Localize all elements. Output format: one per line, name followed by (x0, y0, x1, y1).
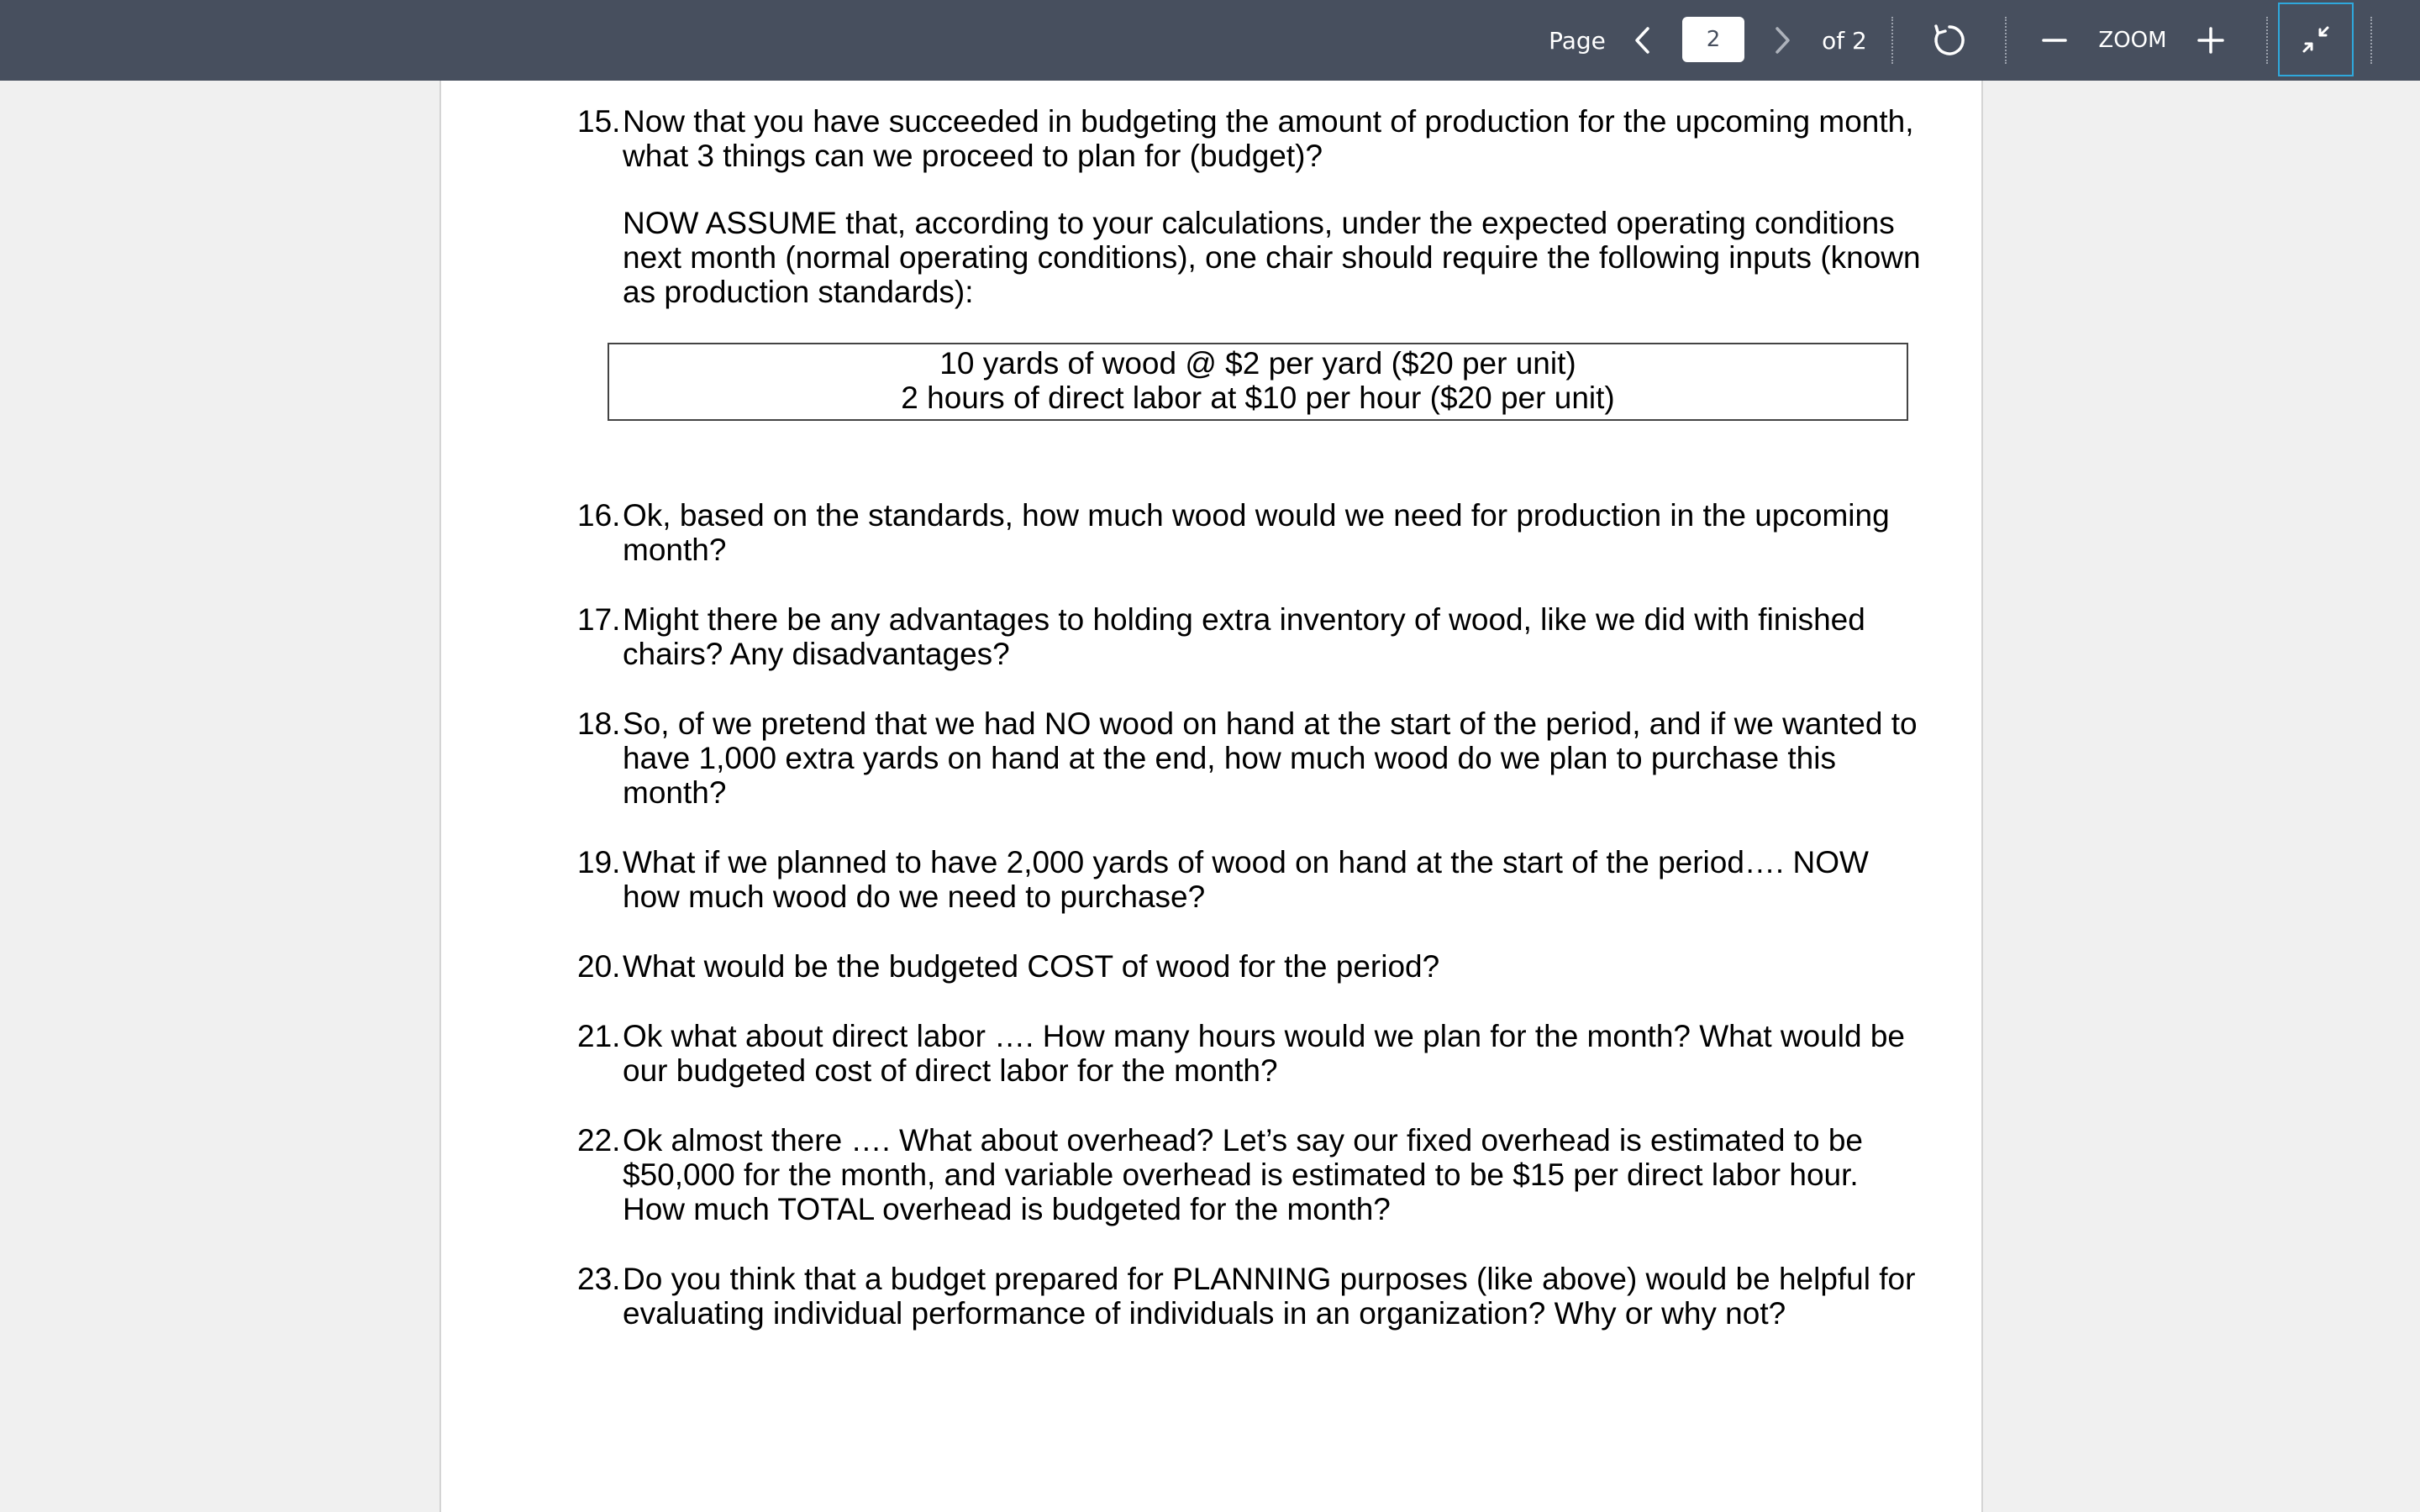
question-number: 22. (577, 1123, 621, 1158)
collapse-icon (2299, 23, 2333, 56)
question-item (577, 104, 1939, 173)
question-text: What if we planned to have 2,000 yards of wood on hand at the start of the period…. NOW how much wood do we need to purchase? (623, 845, 1869, 914)
toolbar-divider (2005, 17, 2007, 64)
previous-page-button[interactable] (1622, 0, 1664, 81)
question-text: Ok what about direct labor …. How many hours would we plan for the month? What would be our budgeted cost of direct labor for the month? (623, 1019, 1905, 1088)
zoom-in-button[interactable] (2190, 0, 2232, 81)
toolbar-divider (1891, 17, 1893, 64)
question-item (577, 706, 1939, 810)
reset-view-button[interactable] (1926, 0, 1973, 81)
question-item (577, 845, 1939, 914)
total-pages-label: of 2 (1822, 26, 1867, 55)
pdf-toolbar (0, 0, 2420, 81)
standard-line: 10 yards of wood @ $2 per yard ($20 per unit) (939, 346, 1576, 381)
assumption-paragraph: NOW ASSUME that, according to your calculations, under the expected operating conditions next month (normal operating conditions), one chair should require the following inputs (known as production standards): (623, 206, 1921, 309)
question-text: Ok, based on the standards, how much wood would we need for production in the upcoming month? (623, 498, 1890, 567)
question-item (577, 602, 1939, 671)
question-item (577, 1123, 1939, 1226)
minus-icon (2042, 28, 2067, 53)
page-content (577, 104, 1939, 1366)
question-item (577, 498, 1939, 567)
question-item (577, 1262, 1939, 1331)
zoom-out-button[interactable] (2033, 0, 2075, 81)
standards-box (608, 343, 1908, 421)
question-item (577, 1019, 1939, 1088)
chevron-right-icon (1770, 25, 1795, 55)
toolbar-divider (2370, 17, 2372, 64)
question-text: Ok almost there …. What about overhead? Let’s say our fixed overhead is estimated to be $50,000 for the month, and variable overhead is estimated to be $15 per direct labor hour. How much TOTAL overhead is budgeted for the month? (623, 1123, 1864, 1226)
question-number: 17. (577, 602, 621, 637)
exit-fullscreen-button[interactable] (2278, 3, 2354, 76)
question-item (577, 949, 1939, 984)
question-number: 21. (577, 1019, 621, 1053)
plus-icon (2197, 27, 2224, 54)
toolbar-divider (2266, 17, 2268, 64)
zoom-label: ZOOM (2098, 28, 2167, 53)
next-page-button[interactable] (1761, 0, 1803, 81)
chevron-left-icon (1630, 25, 1655, 55)
question-number: 20. (577, 949, 621, 984)
question-text: Might there be any advantages to holding extra inventory of wood, like we did with finished chairs? Any disadvantages? (623, 602, 1865, 671)
document-page (439, 81, 1983, 1512)
standard-line: 2 hours of direct labor at $10 per hour ($20 per unit) (901, 381, 1615, 415)
question-number: 15. (577, 104, 621, 139)
question-text: Do you think that a budget prepared for PLANNING purposes (like above) would be helpful for evaluating individual performance of individuals in an organization? Why or why not? (623, 1262, 1916, 1331)
question-text: So, of we pretend that we had NO wood on hand at the start of the period, and if we wanted to have 1,000 extra yards on hand at the end, how much wood do we plan to purchase this month? (623, 706, 1918, 810)
question-number: 16. (577, 498, 621, 533)
rotate-icon (1931, 22, 1968, 59)
page-number-input[interactable] (1682, 17, 1744, 62)
question-text: Now that you have succeeded in budgeting the amount of production for the upcoming month, what 3 things can we proceed to plan for (budget)? (623, 104, 1914, 173)
page-label: Page (1549, 26, 1606, 55)
document-viewer[interactable] (0, 81, 2420, 1512)
question-number: 23. (577, 1262, 621, 1296)
question-number: 18. (577, 706, 621, 741)
question-text: What would be the budgeted COST of wood for the period? (623, 949, 1440, 984)
question-number: 19. (577, 845, 621, 879)
